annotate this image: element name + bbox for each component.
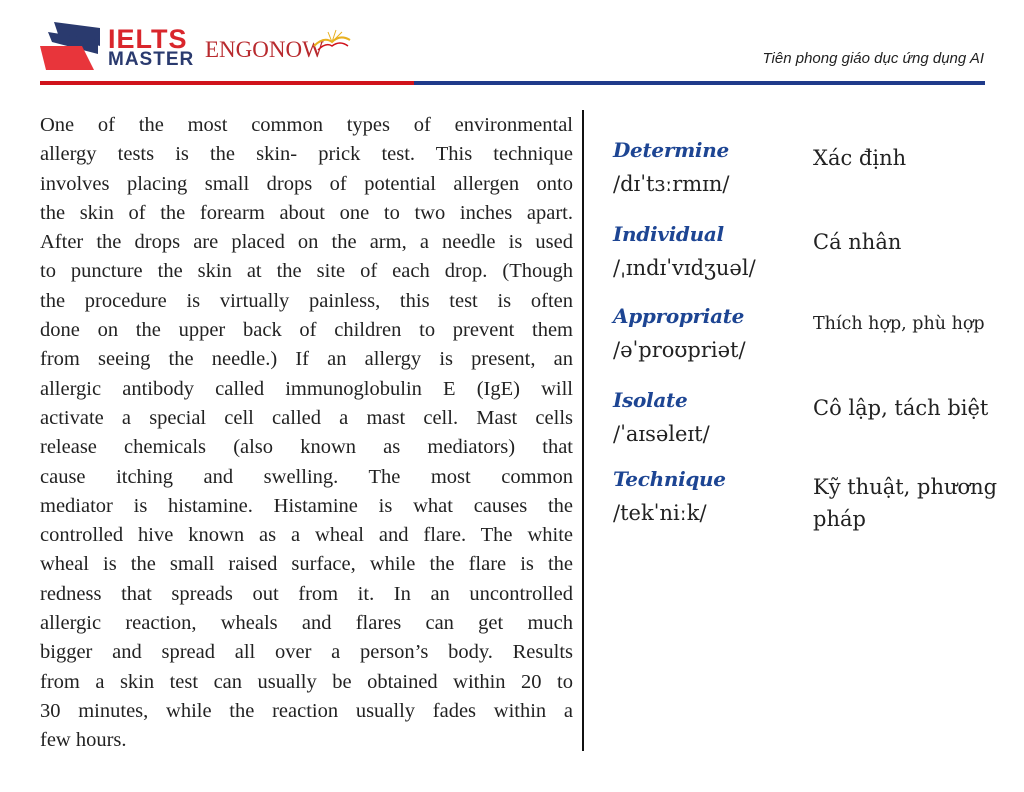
logo-ielts-text: IELTS — [108, 24, 188, 54]
passage-line: allergic antibody called immunoglobulin E (IgE) will — [40, 377, 573, 400]
logo-master-text: MASTER — [108, 49, 195, 70]
passage-line: bigger and spread all over a person’s body. Results — [40, 641, 573, 664]
vocab-pronunciation: /əˈproʊpriət/ — [613, 338, 746, 362]
vocab-word: Determine — [613, 138, 729, 162]
vocab-meaning: Cô lập, tách biệt — [813, 396, 989, 420]
open-book-icon — [310, 28, 354, 52]
tagline: Tiên phong giáo dục ứng dụng AI — [762, 50, 984, 67]
passage-line: done on the upper back of children to prevent them — [40, 319, 573, 342]
passage-line: allergy tests is the skin- prick test. This technique — [40, 143, 573, 166]
vocab-word: Individual — [613, 222, 724, 246]
passage-line: from seeing the needle.) If an allergy is present, an — [40, 348, 573, 371]
vocab-pronunciation: /ˈaɪsəleɪt/ — [613, 422, 710, 446]
vocab-word: Appropriate — [613, 304, 745, 328]
vocab-meaning: Kỹ thuật, phương pháp — [813, 475, 998, 531]
passage-line: After the drops are placed on the arm, a needle is used — [40, 231, 573, 254]
vocab-meaning: Xác định — [813, 146, 907, 170]
vocab-pronunciation: /ˌɪndɪˈvɪdʒuəl/ — [613, 256, 756, 280]
passage-line: 30 minutes, while the reaction usually fades within a — [40, 699, 573, 722]
passage-line: controlled hive known as a wheal and flare. The white — [40, 524, 573, 547]
passage-line: One of the most common types of environmental — [40, 114, 573, 136]
passage-line: the skin of the forearm about one to two inches apart. — [40, 201, 573, 224]
passage-line: to puncture the skin at the site of each drop. (Though — [40, 260, 573, 283]
passage-line: involves placing small drops of potential allergen onto — [40, 172, 573, 195]
header-divider-red — [40, 81, 414, 85]
passage-line: cause itching and swelling. The most common — [40, 465, 573, 488]
passage-line: few hours. — [40, 729, 127, 752]
vocab-pronunciation: /tekˈniːk/ — [613, 501, 707, 525]
reading-passage — [40, 111, 573, 756]
vocab-word: Technique — [613, 467, 726, 491]
engonow-brand: ENGONOW — [205, 37, 324, 62]
vocab-meaning: Cá nhân — [813, 230, 902, 254]
header-divider-blue — [414, 81, 985, 85]
passage-line: from a skin test can usually be obtained within 20 to — [40, 670, 573, 693]
passage-line: mediator is histamine. Histamine is what causes the — [40, 494, 573, 517]
ielts-master-logo-icon — [38, 20, 106, 72]
passage-line: activate a special cell called a mast cell. Mast cells — [40, 406, 573, 429]
column-divider — [582, 110, 584, 751]
vocab-word: Isolate — [613, 388, 688, 412]
passage-line: redness that spreads out from it. In an uncontrolled — [40, 582, 573, 605]
vocab-meaning: Thích hợp, phù hợp — [813, 314, 985, 334]
passage-line: release chemicals (also known as mediators) that — [40, 436, 573, 459]
passage-line: the procedure is virtually painless, this test is often — [40, 289, 573, 312]
passage-line: wheal is the small raised surface, while the flare is the — [40, 553, 573, 576]
passage-line: allergic reaction, wheals and flares can get much — [40, 612, 573, 635]
vocab-pronunciation: /dɪˈtɜːrmɪn/ — [613, 172, 730, 196]
